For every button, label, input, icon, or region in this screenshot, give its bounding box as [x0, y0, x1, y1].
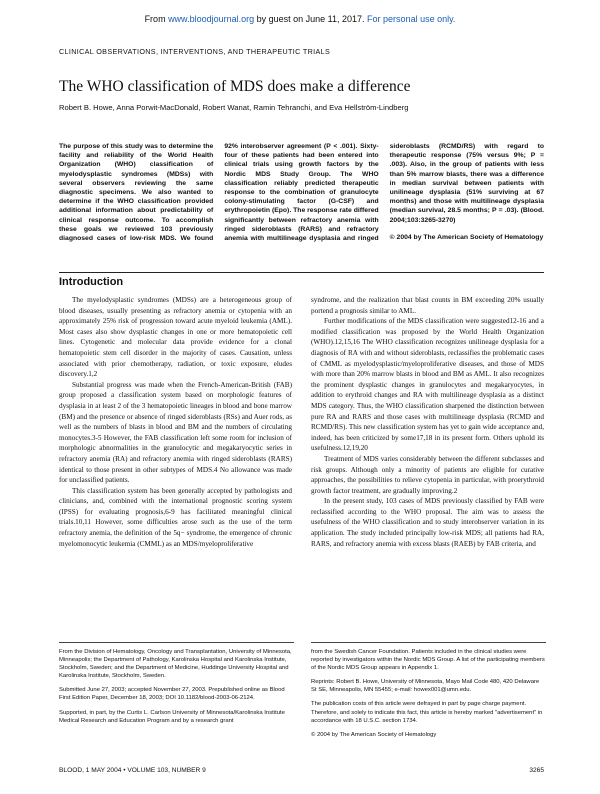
paragraph: Treatment of MDS varies considerably between the different subclasses and risk groups. Although only a minority of patients are eligible for curative approaches, the possibilities to relieve cytopenia in particular, with proerythroid growth factor treatment, are gradually improving.2 — [311, 454, 544, 495]
personal-use-link[interactable]: For personal use only. — [367, 14, 456, 24]
download-banner — [0, 14, 600, 24]
section-heading-introduction: Introduction — [59, 272, 544, 288]
abstract — [59, 142, 544, 275]
page-footer — [59, 767, 544, 774]
banner-prefix: From — [144, 14, 169, 24]
paragraph: Further modifications of the MDS classification were suggested12-16 and a modified classification was proposed by the World Health Organization (WHO).12,15,16 The WHO classification recognizes unilineage dysplasia for a diagnosis of RA with and without sideroblasts, reclassifies the problematic cases of CMML as myelodysplastic/myeloproliferative diseases, and those of MDS with more than 20% marrow blasts in blood and BM as AML. It also recognizes the prominent dysplastic changes in granulocytes and megakaryocytes, in addition to erythroid changes and RA with multilineage dysplasia as a distinct MDS category. Thus, the WHO classification sharpened the distinction between pure RA and RARS and those cases with multilineage dysplasia (RCMD and RCMD/RS). This new classification system has yet to gain wide acceptance and, indeed, has been criticized by some17,18 in its present form. Others uphold its usefulness.12,19,20 — [311, 317, 544, 453]
paragraph: In the present study, 103 cases of MDS previously classified by FAB were reclassified according to the WHO proposal. The aim was to assess the usefulness of the WHO classification and to study interobserver variation in its application. The study included principally low-risk MDS; all patients had RA, RARS, and refractory anemia with excess blasts (RAEB) by FAB criteria, and — [311, 497, 544, 548]
footnotes-right — [311, 642, 546, 745]
footnotes-left — [59, 642, 294, 731]
affiliation-note: From the Division of Hematology, Oncology and Transplantation, University of Minnesota, Minneapolis; the Department of Pathology, Karolinska Hospital and Karolinska Institute, Stockholm, Sweden; and the Department of Medicine, Huddinge University Hospital and Karolinska Institute, Stockholm, Sweden. — [59, 649, 292, 680]
journal-site-link[interactable]: www.bloodjournal.org — [168, 14, 255, 24]
author-list: Robert B. Howe, Anna Porwit-MacDonald, Robert Wanat, Ramin Tehranchi, and Eva Hellström-Lindberg — [59, 103, 409, 112]
body-column-right — [311, 295, 544, 549]
support-note: Supported, in part, by the Curtis L. Carlson University of Minnesota/Karolinska Institute Medical Research and Education Program and by a research grant — [59, 709, 285, 724]
page-number: 3265 — [529, 767, 544, 774]
journal-citation: BLOOD, 1 MAY 2004 • VOLUME 103, NUMBER 9 — [59, 767, 206, 774]
paragraph: This classification system has been generally accepted by pathologists and clinicians, and, combined with the international prognostic scoring system (IPSS) for evaluating prognosis,6-9 has facilitated meaningful clinical trials.10,11 However, some difficulties arose such as the use of the term refractory anemia, the definition of the 5q− syndrome, the emergence of chronic myelomonocytic leukemia (CMML) as an MDS/myeloproliferative — [59, 486, 292, 548]
paragraph: Substantial progress was made when the French-American-British (FAB) group proposed a classification system based on morphologic features of dysplasia in at least 2 of the 3 hematopoietic lineages in blood and bone marrow (BM) and the presence or absence of ringed sideroblasts (RSs) and Auer rods, as well as the numbers of blasts in blood and BM and the numbers of circulating monocytes.3-5 However, the FAB classification left some room for inclusion of morphologic abnormalities in the granulocytic and megakaryocytic series in refractory anemia (RA) and refractory anemia with ringed sideroblasts (RARS) identical to those present in other subtypes of MDS.4 No allowance was made for unclassified patients. — [59, 380, 292, 485]
reprints-note: Reprints: Robert B. Howe, University of Minnesota, Mayo Mail Code 480, 420 Delaware St SE, Minneapolis, MN 55455; e-mail: howex001@umn.edu. — [311, 679, 540, 694]
submission-note: Submitted June 27, 2003; accepted November 27, 2003. Prepublished online as Blood First Edition Paper, December 18, 2003; DOI 10.1182/blood-2003-06-2124. — [59, 687, 285, 702]
body-column-left — [59, 295, 292, 549]
article-title: The WHO classification of MDS does make a difference — [59, 78, 411, 95]
publication-cost-note: The publication costs of this article were defrayed in part by page charge payment. Therefore, and solely to indicate this fact, this article is hereby marked "advertisement" in accordance with 18 U.S.C. section 1734. — [311, 701, 543, 724]
paragraph: The myelodysplastic syndromes (MDSs) are a heterogeneous group of blood diseases, usually presenting as refractory anemia or cytopenia with an approximately 25% risk of progression toward acute myeloid leukemia (AML). Most cases also show dysplastic changes in one or more hematopoietic cell lines. Cytogenetic and molecular data provide evidence for a clonal hematopoietic stem cell disorder in the majority of cases. Causation, unless associated with prior chemotherapy, radiation, or toxic exposure, eludes discovery.1,2 — [59, 296, 292, 379]
abstract-copyright: © 2004 by The American Society of Hematology — [389, 233, 544, 241]
paragraph: syndrome, and the realization that blast counts in BM exceeding 20% usually portend a prognosis similar to AML. — [311, 296, 544, 315]
banner-middle: by guest on June 11, 2017. — [254, 14, 368, 24]
section-label: CLINICAL OBSERVATIONS, INTERVENTIONS, AND THERAPEUTIC TRIALS — [59, 47, 331, 56]
support-note-continued: from the Swedish Cancer Foundation. Patients included in the clinical studies were reported by investigators within the Nordic MDS Group. A list of the participating members of the Nordic MDS Group appears in Appendix 1. — [311, 649, 545, 672]
abstract-text: The purpose of this study was to determine the facility and reliability of the World Health Organization (WHO) classification of myelodysplastic syndromes (MDSs) with several observers reviewing the same diagnostic specimens. We also wanted to determine if the WHO classification provided additional information about predictability of clinical response outcome. To accomplish these goals we reviewed 103 previously diagnosed cases of low-risk MDS. We found 92% interobserver agreement (P < .001). Sixty-four of these patients had been entered into clinical trials using growth factors by the Nordic MDS Study Group. The WHO classification reliably predicted therapeutic response to the combination of granulocyte colony-stimulating factor (G-CSF) and erythropoietin (Epo). The response rate differed significantly between refractory anemia with ringed sideroblasts (RARS) and refractory anemia with multilineage dysplasia and ringed sideroblasts (RCMD/RS) with regard to therapeutic response (75% versus 9%; P = .003). Also, in the group of patients with less than 5% marrow blasts, there was a difference in median survival between patients with unilineage dysplasia (51% surviving at 67 months) and those with multilineage dysplasia (median survival, 28.5 months; P = .03). (Blood. 2004;103:3265-3270) — [59, 143, 544, 243]
copyright-note: © 2004 by The American Society of Hematology — [311, 731, 437, 738]
